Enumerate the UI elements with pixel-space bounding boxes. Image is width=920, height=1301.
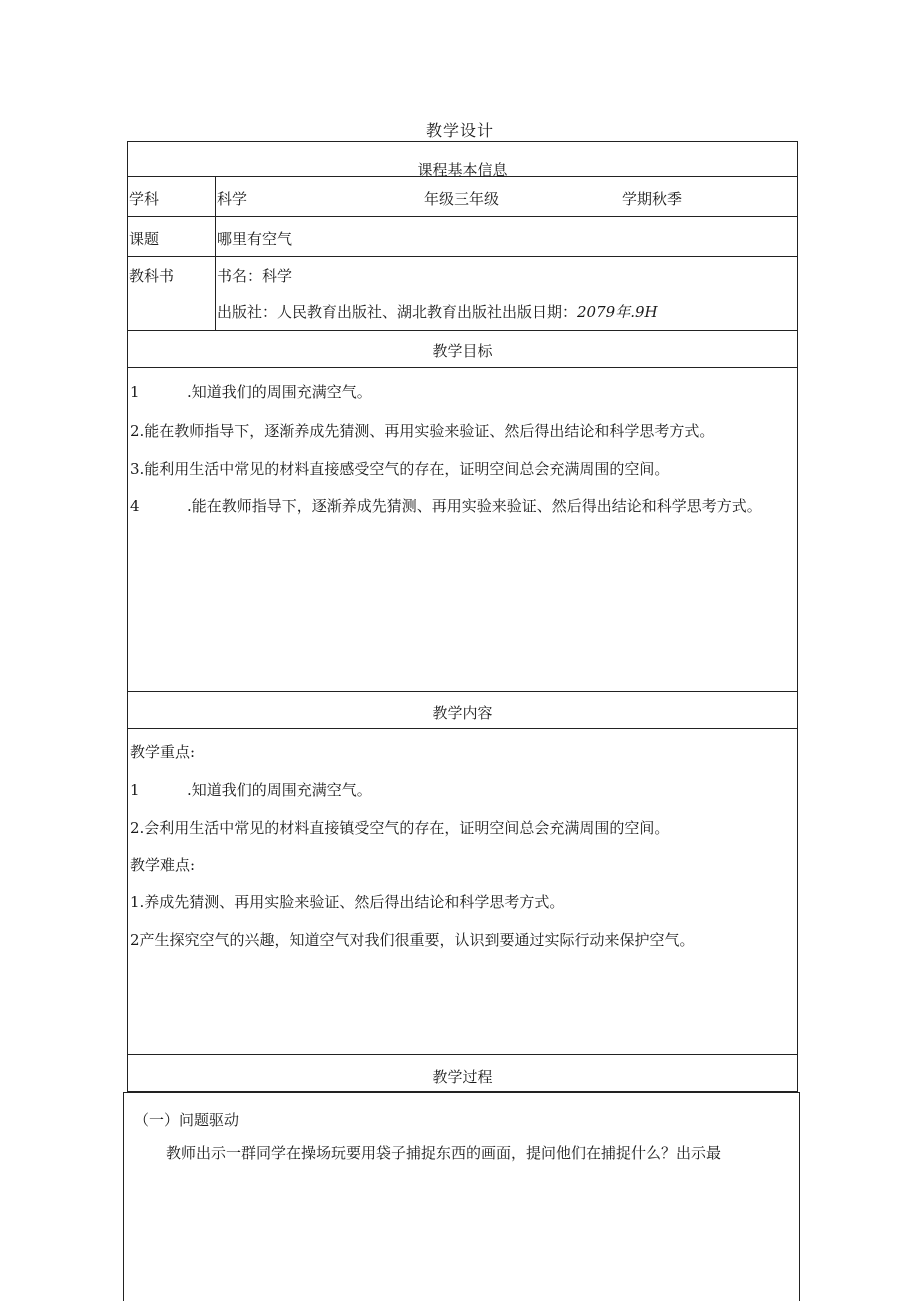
objective-number: 1: [130, 383, 140, 401]
textbook-label: 教科书: [129, 267, 175, 285]
row-divider: [128, 728, 797, 729]
key-point-number: 1: [130, 781, 140, 799]
objective-text: .能在教师指导下，逐渐养成先猜测、再用实验来验证、然后得出结论和科学思考方式。: [187, 497, 762, 515]
content-header: 教学内容: [432, 704, 493, 722]
subject-label: 学科: [129, 190, 160, 208]
subject-value: 科学: [217, 190, 248, 208]
objectives-header: 教学目标: [432, 342, 493, 360]
document-title: 教学设计: [425, 121, 494, 140]
book-name: 书名：科学: [217, 267, 293, 285]
key-points-label: 教学重点:: [130, 743, 196, 761]
term-value: 学期秋季: [622, 190, 683, 208]
process-paragraph: 教师出示一群同学在操场玩要用袋子捕捉东西的画面，提问他们在捕捉什么？出示最: [166, 1144, 722, 1162]
process-section: [123, 1092, 800, 1301]
column-divider: [215, 176, 216, 330]
key-point-text: .知道我们的周围充满空气。: [187, 781, 372, 799]
objective-text: .知道我们的周围充满空气。: [187, 383, 372, 401]
difficulty-item: 1.养成先猜测、再用实脸来验证、然后得出结论和科学思考方式。: [130, 893, 565, 911]
row-divider: [128, 367, 797, 368]
objective-item: 3.能利用生活中常见的材料直接感受空气的存在，证明空间总会充满周围的空间。: [130, 460, 670, 478]
lesson-plan-table: [127, 141, 798, 1092]
grade-value: 年级三年级: [424, 190, 500, 208]
row-divider: [128, 691, 797, 692]
objective-number: 4: [130, 497, 140, 515]
key-point-item: 2.会利用生活中常见的材料直接镇受空气的存在，证明空间总会充满周围的空间。: [130, 819, 670, 837]
topic-label: 课题: [129, 230, 160, 248]
objective-item: 2.能在教师指导下，逐渐养成先猜测、再用实验来验证、然后得出结论和科学思考方式。: [130, 422, 715, 440]
difficulty-item: 2产生探究空气的兴趣，知道空气对我们很重要，认识到要通过实际行动来保护空气。: [130, 931, 695, 949]
row-divider: [128, 256, 797, 257]
objective-item: [130, 382, 789, 402]
topic-value: 哪里有空气: [217, 230, 293, 248]
row-divider: [128, 1054, 797, 1055]
row-divider: [128, 216, 797, 217]
key-point-item: [130, 780, 789, 800]
publish-date: 2079年.9H: [577, 303, 658, 321]
difficulty-label: 教学难点:: [130, 856, 196, 874]
process-section-title: （一）问题驱动: [134, 1111, 240, 1129]
row-divider: [128, 330, 797, 331]
process-header: 教学过程: [432, 1068, 493, 1086]
publisher-text: 出版社：人民教育出版社、湖北教育出版社出版日期：: [217, 303, 578, 321]
publisher-line: [217, 302, 658, 322]
objective-item: [130, 487, 789, 525]
basic-info-header: 课程基本信息: [417, 161, 508, 179]
